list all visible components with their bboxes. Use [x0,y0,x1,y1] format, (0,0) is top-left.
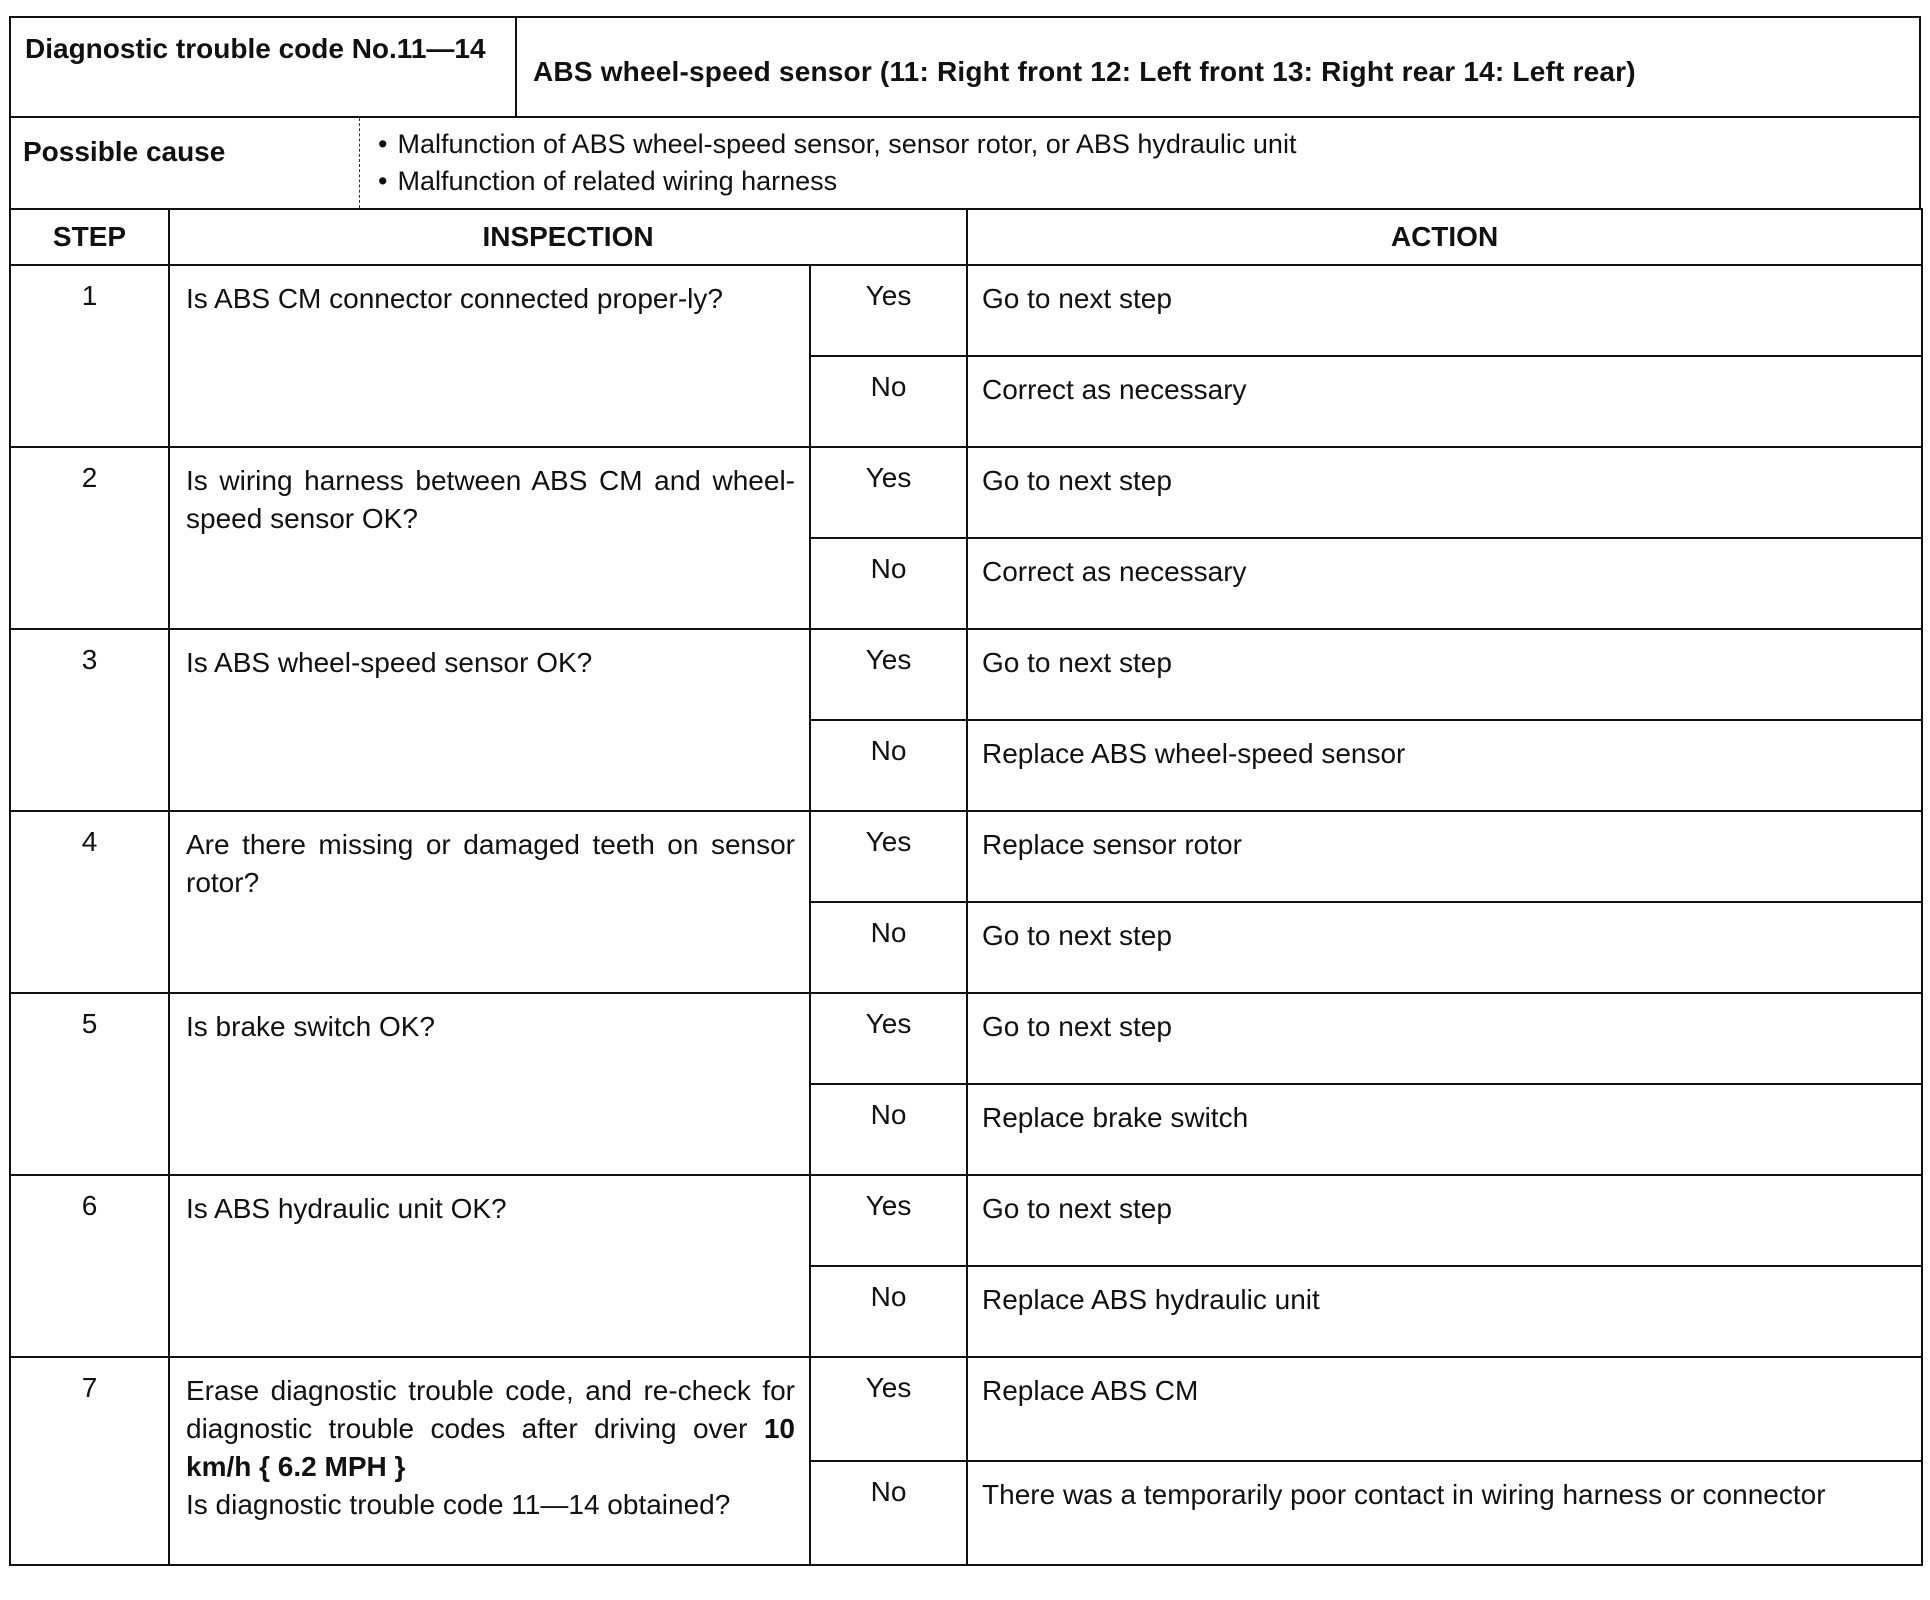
step-number: 5 [10,993,169,1175]
inspection-text: Is ABS CM connector connected proper-ly? [169,265,810,447]
action-text: Go to next step [967,993,1922,1084]
table-row [10,1175,1922,1266]
action-text: Replace ABS CM [967,1357,1922,1461]
table-header-row [10,209,1922,265]
answer-no: No [810,902,967,993]
cause-item: • Malfunction of ABS wheel-speed sensor, sensor rotor, or ABS hydraulic unit [378,126,1919,163]
answer-no: No [810,538,967,629]
answer-no: No [810,1266,967,1357]
possible-cause-label: Possible cause [23,136,226,167]
possible-cause-section [9,116,1921,208]
answer-no: No [810,1084,967,1175]
action-text: Go to next step [967,1175,1922,1266]
answer-yes: Yes [810,993,967,1084]
step-number: 3 [10,629,169,811]
troubleshooting-table [9,208,1923,1566]
inspection-text: Is ABS hydraulic unit OK? [169,1175,810,1357]
step-number: 1 [10,265,169,447]
dtc-header [9,16,1921,116]
inspection-text-step7 [169,1357,810,1565]
answer-no: No [810,1461,967,1565]
answer-yes: Yes [810,265,967,356]
step-number: 4 [10,811,169,993]
answer-yes: Yes [810,447,967,538]
action-text: Replace sensor rotor [967,811,1922,902]
answer-yes: Yes [810,811,967,902]
table-row [10,447,1922,538]
action-text: Correct as necessary [967,356,1922,447]
speed-value: 10 km/h { 6.2 MPH } [186,1413,796,1482]
table-row [10,811,1922,902]
answer-yes: Yes [810,1175,967,1266]
action-text: Correct as necessary [967,538,1922,629]
action-text: Go to next step [967,902,1922,993]
action-text: Replace brake switch [967,1084,1922,1175]
col-inspection-header: INSPECTION [169,209,967,265]
inspection-text: Is wiring harness between ABS CM and wheel-speed sensor OK? [169,447,810,629]
table-row [10,1357,1922,1461]
inspection-post: Is diagnostic trouble code 11—14 obtained? [186,1489,731,1520]
inspection-text: Are there missing or damaged teeth on sensor rotor? [169,811,810,993]
col-step-header: STEP [10,209,169,265]
inspection-text: Is brake switch OK? [169,993,810,1175]
diagnostic-page [9,16,1921,1566]
col-action-header: ACTION [967,209,1922,265]
inspection-pre: Erase diagnostic trouble code, and re-check for diagnostic trouble codes after driving over [186,1375,795,1444]
step-number: 2 [10,447,169,629]
answer-no: No [810,720,967,811]
possible-cause-list [359,118,1919,208]
table-row [10,265,1922,356]
step-number: 6 [10,1175,169,1357]
action-text: There was a temporarily poor contact in wiring harness or connector [967,1461,1922,1565]
cause-item: • Malfunction of related wiring harness [378,163,1919,200]
dtc-title: ABS wheel-speed sensor (11: Right front 12: Left front 13: Right rear 14: Left rear) [533,56,1636,87]
answer-no: No [810,356,967,447]
action-text: Go to next step [967,629,1922,720]
action-text: Replace ABS wheel-speed sensor [967,720,1922,811]
answer-yes: Yes [810,629,967,720]
dtc-code-label: Diagnostic trouble code No.11—14 [11,18,517,116]
step-number: 7 [10,1357,169,1565]
inspection-text: Is ABS wheel-speed sensor OK? [169,629,810,811]
action-text: Replace ABS hydraulic unit [967,1266,1922,1357]
action-text: Go to next step [967,447,1922,538]
table-row [10,993,1922,1084]
table-row [10,629,1922,720]
answer-yes: Yes [810,1357,967,1461]
action-text: Go to next step [967,265,1922,356]
